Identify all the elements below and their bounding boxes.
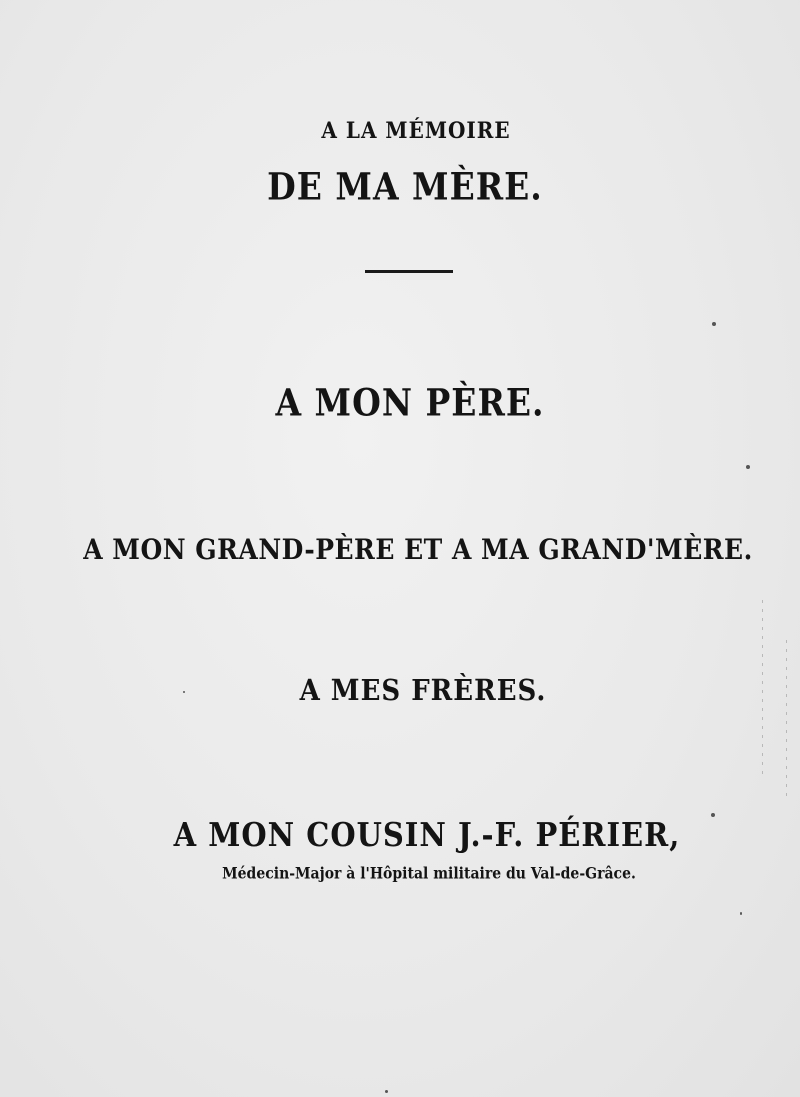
dedication-memoire: A LA MÉMOIRE <box>321 116 511 144</box>
dedication-freres: A MES FRÈRES. <box>299 674 547 708</box>
dedication-cousin-title: Médecin-Major à l'Hôpital militaire du Val-de-Grâce. <box>222 865 636 883</box>
paper-streak <box>786 640 787 800</box>
dedication-grandparents: A MON GRAND-PÈRE ET A MA GRAND'MÈRE. <box>83 533 753 566</box>
paper-speck <box>740 912 742 915</box>
paper-speck <box>711 813 715 817</box>
dedication-pere: A MON PÈRE. <box>275 380 545 425</box>
paper-streak <box>762 600 763 780</box>
paper-speck <box>746 465 750 469</box>
dedication-mere: DE MA MÈRE. <box>267 164 543 209</box>
paper-speck <box>183 691 185 693</box>
dedication-cousin: A MON COUSIN J.-F. PÉRIER, <box>173 815 681 855</box>
separator-rule <box>365 270 453 273</box>
paper-speck <box>712 322 716 326</box>
paper-speck <box>385 1090 388 1093</box>
